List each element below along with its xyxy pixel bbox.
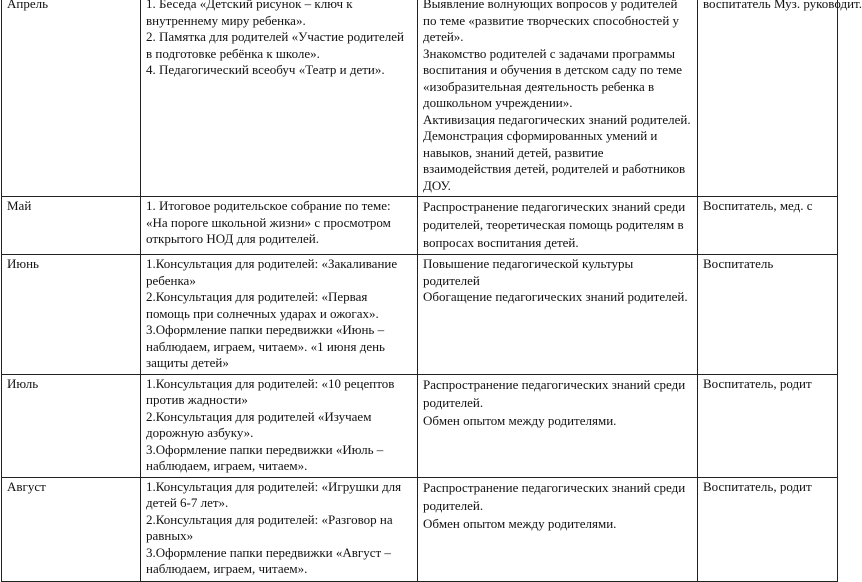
month-cell: Апрель bbox=[2, 0, 141, 197]
goals-cell: Распространение педагогических знаний среди родителей. Обмен опытом между родителями. bbox=[418, 477, 698, 581]
plan-table bbox=[1, 0, 862, 582]
responsible-cell: Воспитатель, мед. с bbox=[698, 197, 838, 255]
goals-cell: Выявление волнующих вопросов у родителей по теме «развитие творческих способностей у детей». Знакомство родителей с задачами программы воспитания и обучения в детском саду по теме «изобразительная деятельность ребенка в дошкольном учреждении». Активизация педагогических знаний родителей. Демонстрация сформированных умений и навыков, знаний детей, развитие взаимодействия детей, родителей и работников ДОУ. bbox=[418, 0, 698, 197]
responsible-cell: Воспитатель, родит bbox=[698, 374, 838, 477]
events-cell: 1. Беседа «Детский рисунок – ключ к внутреннему миру ребенка». 2. Памятка для родителей «Участие родителей в подготовке ребёнка к школе». 4. Педагогический всеобуч «Театр и дети». bbox=[141, 0, 418, 197]
events-cell: 1. Итоговое родительское собрание по теме: «На пороге школьной жизни» с просмотром открытого НОД для родителей. bbox=[141, 197, 418, 255]
table-row bbox=[2, 477, 838, 581]
goals-cell: Распространение педагогических знаний среди родителей. Обмен опытом между родителями. bbox=[418, 374, 698, 477]
table-row bbox=[2, 374, 838, 477]
month-cell: Июль bbox=[2, 374, 141, 477]
goals-cell: Повышение педагогической культуры родителей Обогащение педагогических знаний родителей. bbox=[418, 255, 698, 375]
month-cell: Июнь bbox=[2, 255, 141, 375]
events-cell: 1.Консультация для родителей: «10 рецептов против жадности» 2.Консультация для родителей «Изучаем дорожную азбуку». 3.Оформление папки передвижки «Июль – наблюдаем, играем, читаем». bbox=[141, 374, 418, 477]
responsible-cell: воспитатель Муз. руководит. bbox=[698, 0, 838, 197]
goals-cell: Распространение педагогических знаний среди родителей, теоретическая помощь родителям в вопросах воспитания детей. bbox=[418, 197, 698, 255]
table-row bbox=[2, 0, 838, 197]
responsible-cell: Воспитатель, родит bbox=[698, 477, 838, 581]
month-cell: Май bbox=[2, 197, 141, 255]
table-row bbox=[2, 197, 838, 255]
table-row bbox=[2, 255, 838, 375]
events-cell: 1.Консультация для родителей: «Закаливание ребенка» 2.Консультация для родителей: «Первая помощь при солнечных ударах и ожогах». 3.Оформление папки передвижки «Июнь – наблюдаем, играем, читаем». «1 июня день защиты детей» bbox=[141, 255, 418, 375]
responsible-cell: Воспитатель bbox=[698, 255, 838, 375]
month-cell: Август bbox=[2, 477, 141, 581]
events-cell: 1.Консультация для родителей: «Игрушки для детей 6-7 лет». 2.Консультация для родителей: «Разговор на равных» 3.Оформление папки передвижки «Август – наблюдаем, играем, читаем». bbox=[141, 477, 418, 581]
